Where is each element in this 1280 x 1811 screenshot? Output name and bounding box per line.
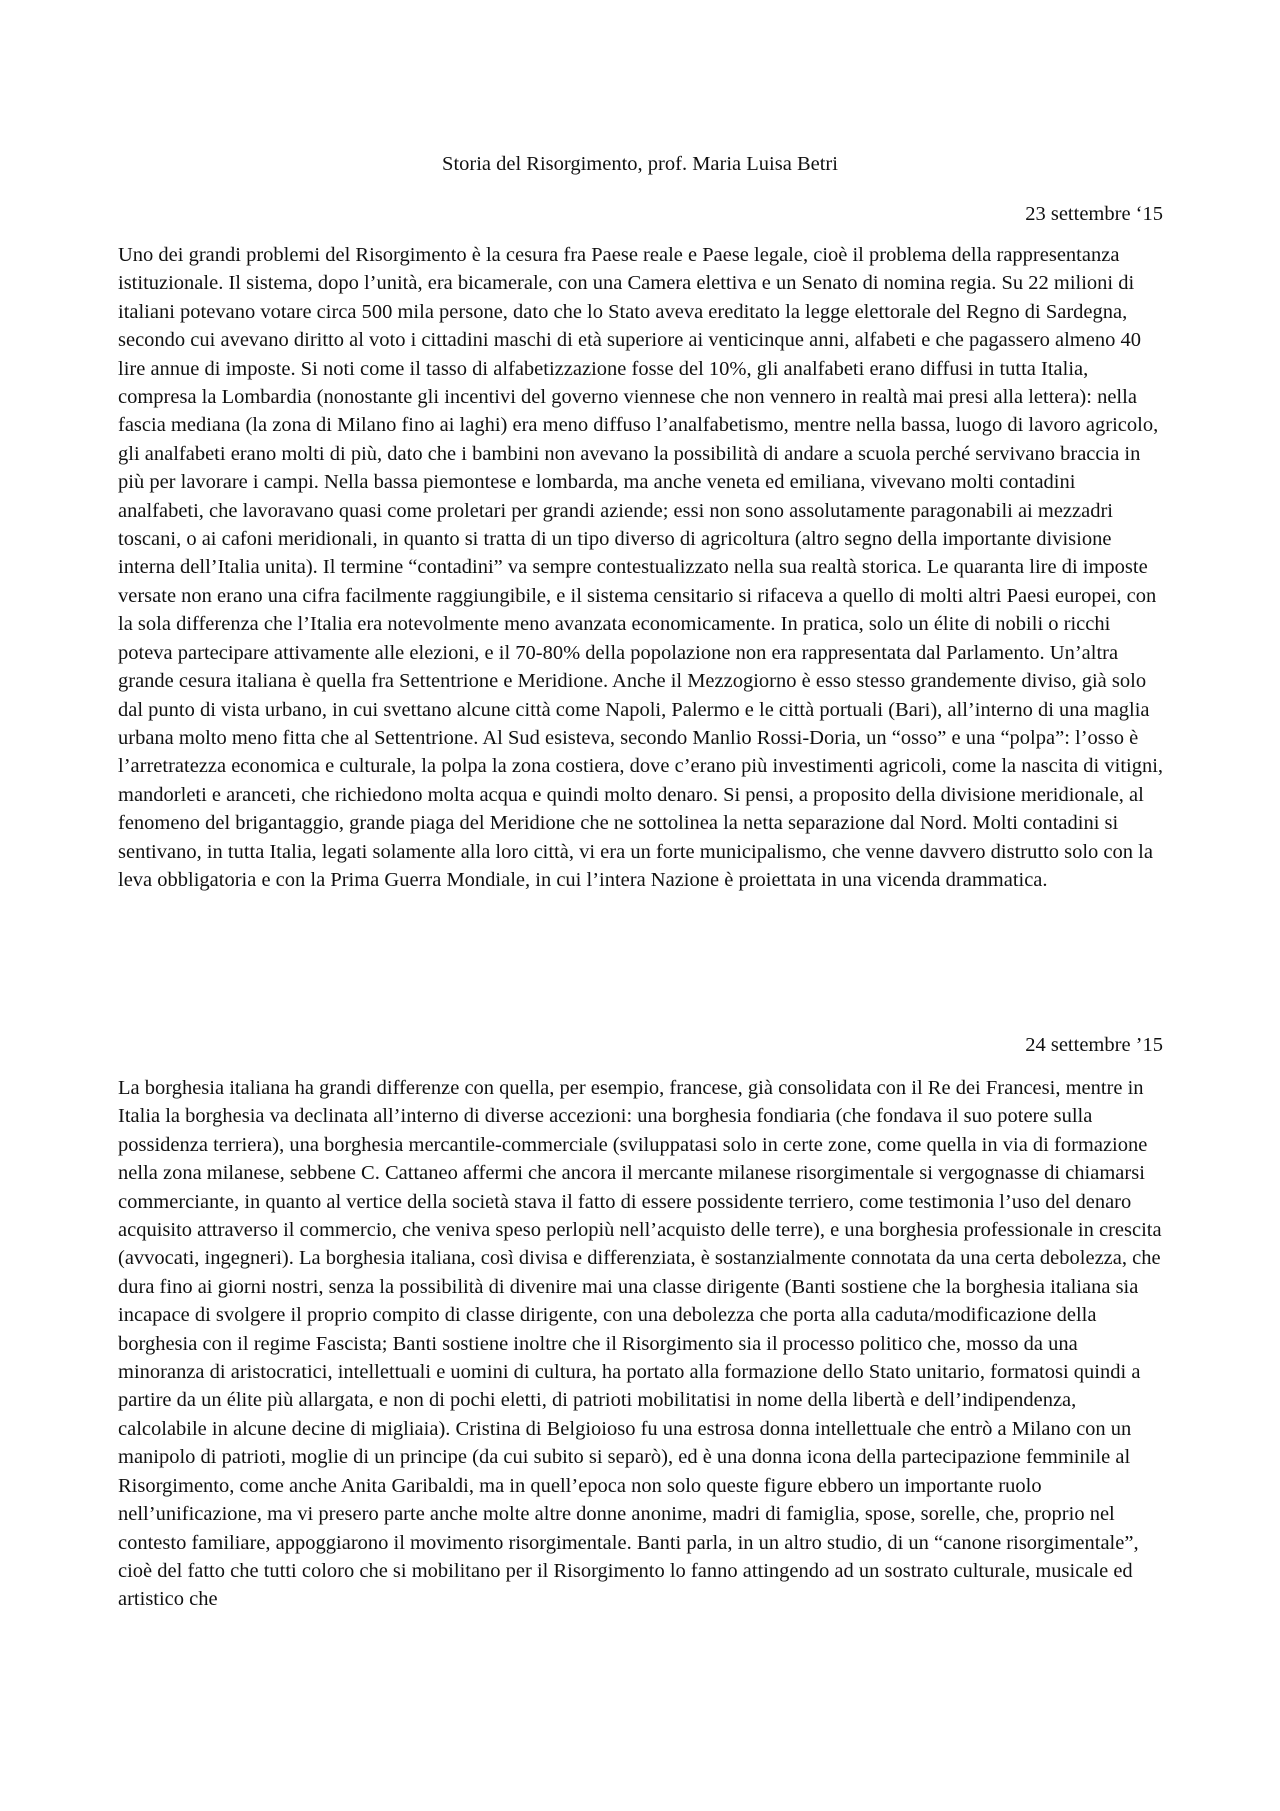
document-title: Storia del Risorgimento, prof. Maria Luisa Betri: [442, 153, 838, 175]
section-date: 23 settembre ‘15: [1025, 203, 1163, 225]
section-paragraph: Uno dei grandi problemi del Risorgimento è la cesura fra Paese reale e Paese legale, cioè il problema della rappresentanza istituzionale. Il sistema, dopo l’unità, era bicamerale, con una Camera elettiva e un Senato di nomina regia. Su 22 milioni di italiani potevano votare circa 500 mila persone, dato che lo Stato aveva ereditato la legge elettorale del Regno di Sardegna, secondo cui avevano diritto al voto i cittadini maschi di età superiore ai venticinque anni, alfabeti e che pagassero almeno 40 lire annue di imposte. Si noti come il tasso di alfabetizzazione fosse del 10%, gli analfabeti erano diffusi in tutta Italia, compresa la Lombardia (nonostante gli incentivi del governo viennese che non vennero in realtà mai presi alla lettera): nella fascia mediana (la zona di Milano fino ai laghi) era meno diffuso l’analfabetismo, mentre nella bassa, luogo di lavoro agricolo, gli analfabeti erano molti di più, dato che i bambini non avevano la possibilità di andare a scuola perché servivano braccia in più per lavorare i campi. Nella bassa piemontese e lombarda, ma anche veneta ed emiliana, vivevano molti contadini analfabeti, che lavoravano quasi come proletari per grandi aziende; essi non sono assolutamente paragonabili ai mezzadri toscani, o ai cafoni meridionali, in quanto si tratta di un tipo diverso di agricoltura (altro segno della importante divisione interna dell’Italia unita). Il termine “contadini” va sempre contestualizzato nella sua realtà storica. Le quaranta lire di imposte versate non erano una cifra facilmente raggiungibile, e il sistema censitario si rifaceva a quello di molti altri Paesi europei, con la sola differenza che l’Italia era notevolmente meno avanzata economicamente. In pratica, solo un élite di nobili o ricchi poteva partecipare attivamente alle elezioni, e il 70-80% della popolazione non era rappresentata dal Parlamento. Un’altra grande cesura italiana è quella fra Settentrione e Meridione. Anche il Mezzogiorno è esso stesso grandemente diviso, già solo dal punto di vista urbano, in cui svettano alcune città come Napoli, Palermo e le città portuali (Bari), all’interno di una maglia urbana molto meno fitta che al Settentrione. Al Sud esisteva, secondo Manlio Rossi-Doria, un “osso” e una “polpa”: l’osso è l’arretratezza economica e culturale, la polpa la zona costiera, dove c’erano più investimenti agricoli, come la nascita di vitigni, mandorleti e aranceti, che richiedono molta acqua e quindi molto denaro. Si pensi, a proposito della divisione meridionale, al fenomeno del brigantaggio, grande piaga del Meridione che ne sottolinea la netta separazione dal Nord. Molti contadini si sentivano, in tutta Italia, legati solamente alla loro città, vi era un forte municipalismo, che venne davvero distrutto solo con la leva obbligatoria e con la Prima Guerra Mondiale, in cui l’intera Nazione è proiettata in una vicenda drammatica.: [118, 244, 1164, 891]
section-paragraph: La borghesia italiana ha grandi differenze con quella, per esempio, francese, già consolidata con il Re dei Francesi, mentre in Italia la borghesia va declinata all’interno di diverse accezioni: una borghesia fondiaria (che fondava il suo potere sulla possidenza terriera), una borghesia mercantile-commerciale (sviluppatasi solo in certe zone, come quella in via di formazione nella zona milanese, sebbene C. Cattaneo affermi che ancora il mercante milanese risorgimentale si vergognasse di chiamarsi commerciante, in quanto al vertice della società stava il fatto di essere possidente terriero, come testimonia l’uso del denaro acquisito attraverso il commercio, che veniva speso perlopiù nell’acquisto delle terre), e una borghesia professionale in crescita (avvocati, ingegneri). La borghesia italiana, così divisa e differenziata, è sostanzialmente connotata da una certa debolezza, che dura fino ai giorni nostri, senza la possibilità di divenire mai una classe dirigente (Banti sostiene che la borghesia italiana sia incapace di svolgere il proprio compito di classe dirigente, con una debolezza che porta alla caduta/modificazione della borghesia con il regime Fascista; Banti sostiene inoltre che il Risorgimento sia il processo politico che, mosso da una minoranza di aristocratici, intellettuali e uomini di cultura, ha portato alla formazione dello Stato unitario, formatosi quindi a partire da un élite più allargata, e non di pochi eletti, di patrioti mobilitatisi in nome della libertà e dell’indipendenza, calcolabile in alcune decine di migliaia). Cristina di Belgioioso fu una estrosa donna intellettuale che entrò a Milano con un manipolo di patrioti, moglie di un principe (da cui subito si separò), ed è una donna icona della partecipazione femminile al Risorgimento, come anche Anita Garibaldi, ma in quell’epoca non solo queste figure ebbero un importante ruolo nell’unificazione, ma vi presero parte anche molte altre donne anonime, madri di famiglia, spose, sorelle, che, proprio nel contesto familiare, appoggiarono il movimento risorgimentale. Banti parla, in un altro studio, di un “canone risorgimentale”, cioè del fatto che tutti coloro che si mobilitano per il Risorgimento lo fanno attingendo ad un sostrato culturale, musicale ed artistico che: [118, 1077, 1162, 1611]
section-date: 24 settembre ’15: [1025, 1034, 1163, 1056]
